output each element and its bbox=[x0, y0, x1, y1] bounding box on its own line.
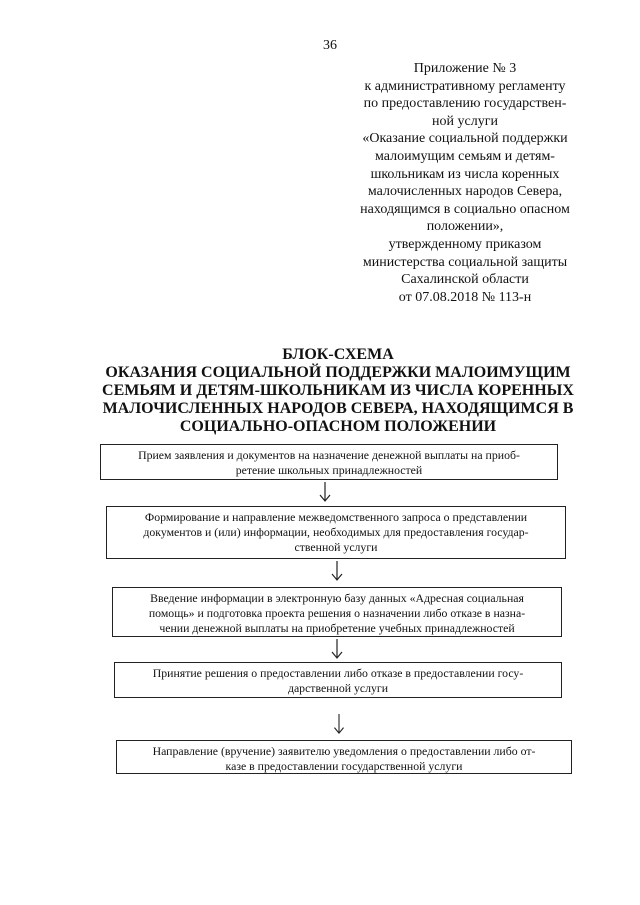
appendix-line: малочисленных народов Севера, bbox=[367, 184, 563, 200]
title-line: СОЦИАЛЬНО-ОПАСНОМ ПОЛОЖЕНИИ bbox=[179, 418, 497, 435]
step-text-line: ственной услуги bbox=[294, 540, 378, 554]
appendix-line: утвержденному приказом bbox=[388, 236, 542, 252]
arrow-down-icon bbox=[330, 639, 344, 659]
step-text-line: чении денежной выплаты на приобретение учебных принадлежностей bbox=[159, 621, 515, 635]
flow-step-1 bbox=[100, 444, 558, 480]
flowchart-title bbox=[88, 346, 588, 436]
appendix-line: Сахалинской области bbox=[401, 272, 529, 288]
page-number: 36 bbox=[323, 38, 337, 53]
appendix-block bbox=[340, 60, 590, 306]
step-text-line: Направление (вручение) заявителю уведомления о предоставлении либо от- bbox=[152, 744, 536, 758]
flow-step-5 bbox=[116, 740, 572, 774]
appendix-line: министерства социальной защиты bbox=[362, 254, 568, 270]
step-text-line: Введение информации в электронную базу данных «Адресная социальная bbox=[150, 591, 524, 605]
step-text-line: Формирование и направление межведомственного запроса о представлении bbox=[144, 510, 528, 524]
appendix-line: по предоставлению государствен- bbox=[363, 96, 567, 112]
step-text-line: ретение школьных принадлежностей bbox=[235, 463, 423, 477]
arrow-down-icon bbox=[332, 714, 346, 734]
step-text-line: документов и (или) информации, необходимых для предоставления государ- bbox=[143, 525, 529, 539]
arrow-down-icon bbox=[330, 561, 344, 581]
appendix-line: находящимся в социально опасном bbox=[360, 201, 570, 217]
step-text-line: Принятие решения о предоставлении либо отказе в предоставлении госу- bbox=[152, 666, 524, 680]
title-heading: БЛОК-СХЕМА bbox=[282, 346, 394, 363]
appendix-line: малоимущим семьям и детям- bbox=[375, 148, 555, 164]
title-line: ОКАЗАНИЯ СОЦИАЛЬНОЙ ПОДДЕРЖКИ МАЛОИМУЩИМ bbox=[105, 364, 571, 381]
appendix-line: ной услуги bbox=[432, 113, 498, 129]
step-text-line: Прием заявления и документов на назначение денежной выплаты на приоб- bbox=[138, 448, 520, 462]
flow-step-2 bbox=[106, 506, 566, 559]
appendix-line: «Оказание социальной поддержки bbox=[362, 131, 568, 147]
step-text-line: помощь» и подготовка проекта решения о назначении либо отказе в назна- bbox=[148, 606, 526, 620]
step-text-line: дарственной услуги bbox=[287, 681, 389, 695]
appendix-line: Приложение № 3 bbox=[413, 61, 517, 76]
title-line: МАЛОЧИСЛЕННЫХ НАРОДОВ СЕВЕРА, НАХОДЯЩИМСЯ В bbox=[102, 400, 574, 417]
appendix-line: школьникам из числа коренных bbox=[370, 166, 560, 182]
flow-step-3 bbox=[112, 587, 562, 637]
appendix-line: от 07.08.2018 № 113-н bbox=[398, 289, 532, 305]
appendix-line: к административному регламенту bbox=[364, 78, 566, 94]
step-text-line: казе в предоставлении государственной услуги bbox=[225, 759, 463, 773]
arrow-down-icon bbox=[318, 482, 332, 502]
flow-step-4 bbox=[114, 662, 562, 698]
title-line: СЕМЬЯМ И ДЕТЯМ-ШКОЛЬНИКАМ ИЗ ЧИСЛА КОРЕННЫХ bbox=[102, 382, 574, 399]
appendix-line: положении», bbox=[426, 219, 504, 235]
